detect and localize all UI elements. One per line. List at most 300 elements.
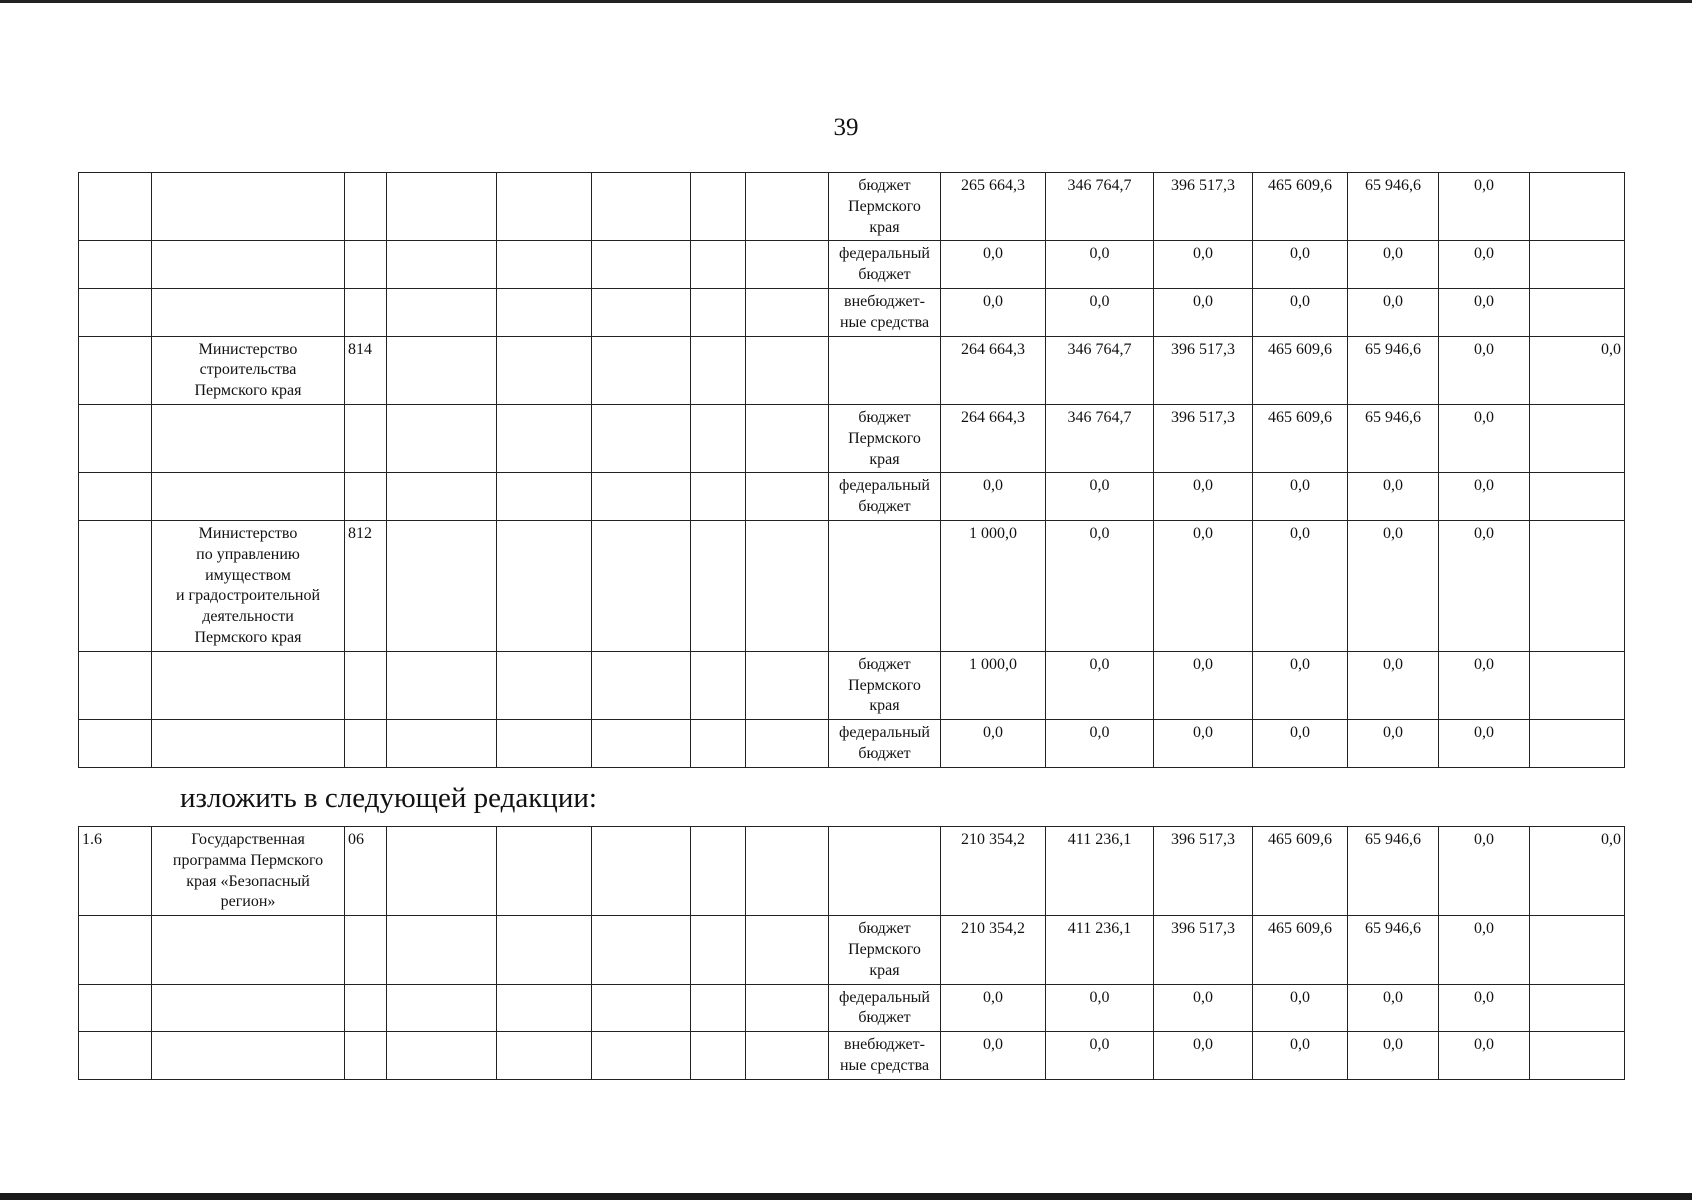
budget-table-old: [78, 172, 1625, 768]
amount-cell: [1348, 473, 1439, 521]
funding-source-cell: [829, 827, 941, 916]
amount-cell-text: 0,0: [1383, 292, 1403, 310]
code-cell: [345, 336, 387, 404]
empty-cell-2: [497, 651, 592, 719]
empty-cell-4: [691, 241, 746, 289]
amount-cell-text: 264 664,3: [961, 340, 1025, 358]
table-row: [79, 404, 1625, 472]
code-cell: [345, 651, 387, 719]
amount-cell-last: [1530, 720, 1625, 768]
amount-cell-text: 396 517,3: [1171, 831, 1235, 848]
code-cell: [345, 916, 387, 984]
table-row: [79, 473, 1625, 521]
executor-name-cell-text: Министерство по управлению имуществом и градостроительной деятельности Пермского края: [175, 524, 321, 646]
amount-cell-text: 0,0: [1474, 1036, 1494, 1054]
amount-cell: [1348, 173, 1439, 241]
item-number-cell: [79, 241, 152, 289]
amount-cell: [1154, 827, 1253, 916]
amount-cell-last: [1530, 288, 1625, 336]
amount-cell-text: 0,0: [1089, 245, 1110, 263]
empty-cell-2: [497, 336, 592, 404]
amount-cell-text: 0,0: [1089, 655, 1110, 673]
amount-cell: [941, 520, 1046, 651]
funding-source-cell-text: федеральный бюджет: [839, 245, 930, 284]
amount-cell: [941, 404, 1046, 472]
item-number-cell: [79, 984, 152, 1032]
empty-cell-3: [592, 916, 691, 984]
empty-cell-1: [387, 404, 497, 472]
amount-cell: [1154, 720, 1253, 768]
funding-source-cell-text: бюджет Пермского края: [848, 177, 921, 236]
amount-cell-text: 0,0: [1474, 524, 1494, 542]
amount-cell-text: 0,0: [983, 245, 1003, 263]
table-row: [79, 173, 1625, 241]
empty-cell-2: [497, 1032, 592, 1080]
executor-name-cell: [152, 241, 345, 289]
amount-cell-text: 396 517,3: [1171, 408, 1235, 426]
amount-cell-text: 0,0: [1089, 477, 1110, 495]
code-cell: [345, 1032, 387, 1080]
amount-cell: [1046, 288, 1154, 336]
amount-cell-text: 0,0: [1290, 1036, 1310, 1054]
amount-cell: [1253, 984, 1348, 1032]
empty-cell-4: [691, 651, 746, 719]
empty-cell-3: [592, 720, 691, 768]
amount-cell-text: 0,0: [1089, 724, 1110, 742]
amount-cell: [1253, 173, 1348, 241]
item-number-cell: [79, 404, 152, 472]
empty-cell-3: [592, 241, 691, 289]
amount-cell: [1253, 336, 1348, 404]
executor-name-cell: [152, 720, 345, 768]
amount-cell-text: 210 354,2: [961, 831, 1025, 848]
empty-cell-1: [387, 720, 497, 768]
amount-cell: [1154, 336, 1253, 404]
amount-cell-text: 0,0: [1474, 292, 1494, 310]
empty-cell-4: [691, 473, 746, 521]
amount-cell: [1154, 288, 1253, 336]
amount-cell: [1439, 1032, 1530, 1080]
amount-cell-text: 0,0: [1383, 245, 1403, 263]
amount-cell-last: [1530, 916, 1625, 984]
amount-cell-text: 465 609,6: [1268, 340, 1332, 358]
amount-cell-text: 0,0: [1383, 655, 1403, 673]
empty-cell-2: [497, 404, 592, 472]
amount-cell-text: 265 664,3: [961, 177, 1025, 194]
empty-cell-5: [746, 520, 829, 651]
amount-cell-text: 0,0: [1383, 724, 1403, 742]
code-cell: [345, 173, 387, 241]
amount-cell: [1348, 827, 1439, 916]
amount-cell-text: 0,0: [1474, 408, 1494, 426]
amount-cell-text: 0,0: [1383, 988, 1403, 1006]
empty-cell-4: [691, 720, 746, 768]
scan-edge-bottom: [0, 1193, 1692, 1200]
amount-cell: [1348, 520, 1439, 651]
empty-cell-1: [387, 288, 497, 336]
amendment-intro-text: изложить в следующей редакции:: [180, 782, 597, 814]
amount-cell-text: 0,0: [1089, 524, 1110, 542]
amount-cell-last-text: 0,0: [1601, 340, 1621, 358]
amount-cell: [1439, 404, 1530, 472]
amount-cell: [1439, 651, 1530, 719]
item-number-cell: [79, 520, 152, 651]
code-cell-text: 06: [348, 831, 364, 848]
amount-cell-text: 264 664,3: [961, 408, 1025, 426]
amount-cell-text: 65 946,6: [1365, 408, 1421, 426]
executor-name-cell-text: Министерство строительства Пермского края: [194, 340, 302, 400]
amount-cell-text: 0,0: [1474, 988, 1494, 1006]
amount-cell: [1348, 336, 1439, 404]
empty-cell-1: [387, 651, 497, 719]
empty-cell-3: [592, 173, 691, 241]
funding-source-cell: [829, 1032, 941, 1080]
amount-cell: [1046, 984, 1154, 1032]
amount-cell: [1046, 651, 1154, 719]
amount-cell: [1439, 173, 1530, 241]
empty-cell-5: [746, 984, 829, 1032]
empty-cell-5: [746, 827, 829, 916]
amount-cell-text: 0,0: [1474, 477, 1494, 495]
funding-source-cell: [829, 473, 941, 521]
amount-cell: [1046, 520, 1154, 651]
amount-cell-text: 0,0: [1290, 292, 1310, 310]
executor-name-cell: [152, 173, 345, 241]
amount-cell: [1348, 720, 1439, 768]
executor-name-cell: [152, 473, 345, 521]
amount-cell-text: 465 609,6: [1268, 920, 1332, 938]
amount-cell: [941, 288, 1046, 336]
amount-cell: [1439, 288, 1530, 336]
table-row: [79, 984, 1625, 1032]
amount-cell: [1439, 336, 1530, 404]
funding-source-cell: [829, 288, 941, 336]
funding-source-cell: [829, 241, 941, 289]
funding-source-cell: [829, 916, 941, 984]
amount-cell-text: 0,0: [1290, 477, 1310, 495]
amount-cell: [1348, 984, 1439, 1032]
executor-name-cell: [152, 520, 345, 651]
amount-cell-last: [1530, 336, 1625, 404]
funding-source-cell-text: бюджет Пермского края: [848, 408, 921, 468]
funding-source-cell: [829, 651, 941, 719]
empty-cell-1: [387, 336, 497, 404]
amount-cell: [1348, 404, 1439, 472]
scan-edge-top: [0, 0, 1692, 3]
amount-cell: [1253, 651, 1348, 719]
amount-cell: [1253, 404, 1348, 472]
amount-cell: [1348, 288, 1439, 336]
code-cell: [345, 520, 387, 651]
empty-cell-1: [387, 916, 497, 984]
empty-cell-3: [592, 984, 691, 1032]
amount-cell: [1046, 173, 1154, 241]
funding-source-cell: [829, 173, 941, 241]
amount-cell: [1046, 473, 1154, 521]
amount-cell: [1253, 916, 1348, 984]
amount-cell-last: [1530, 1032, 1625, 1080]
amount-cell-text: 0,0: [1290, 524, 1310, 542]
amount-cell: [941, 720, 1046, 768]
executor-name-cell: [152, 288, 345, 336]
amount-cell-text: 0,0: [1089, 988, 1110, 1006]
empty-cell-5: [746, 288, 829, 336]
amount-cell: [1154, 473, 1253, 521]
funding-source-cell-text: федеральный бюджет: [839, 477, 930, 516]
amount-cell-text: 0,0: [1474, 724, 1494, 742]
amount-cell: [941, 1032, 1046, 1080]
item-number-cell: [79, 173, 152, 241]
amount-cell: [1154, 916, 1253, 984]
amount-cell-text: 0,0: [1193, 245, 1213, 263]
amount-cell-text: 0,0: [983, 724, 1003, 742]
amount-cell-last: [1530, 651, 1625, 719]
empty-cell-2: [497, 827, 592, 916]
amount-cell: [941, 984, 1046, 1032]
table-row: [79, 1032, 1625, 1080]
funding-source-cell: [829, 404, 941, 472]
amount-cell: [1046, 720, 1154, 768]
amount-cell-text: 0,0: [1290, 988, 1310, 1006]
amount-cell-text: 411 236,1: [1067, 831, 1132, 848]
amount-cell-text: 0,0: [1193, 524, 1213, 542]
empty-cell-1: [387, 520, 497, 651]
empty-cell-2: [497, 916, 592, 984]
table-row: [79, 651, 1625, 719]
amount-cell: [941, 473, 1046, 521]
amount-cell-text: 396 517,3: [1171, 177, 1235, 194]
funding-source-cell: [829, 720, 941, 768]
amount-cell-text: 0,0: [1383, 524, 1403, 542]
empty-cell-3: [592, 473, 691, 521]
item-number-cell: [79, 827, 152, 916]
empty-cell-2: [497, 720, 592, 768]
amount-cell-text: 0,0: [1474, 831, 1494, 848]
amount-cell: [1439, 473, 1530, 521]
empty-cell-3: [592, 288, 691, 336]
amount-cell-text: 0,0: [1474, 177, 1494, 194]
amount-cell-text: 465 609,6: [1268, 177, 1332, 194]
executor-name-cell: [152, 916, 345, 984]
amount-cell-text: 465 609,6: [1268, 408, 1332, 426]
amount-cell-text: 1 000,0: [969, 524, 1017, 542]
amount-cell-text: 210 354,2: [961, 920, 1025, 938]
amount-cell-text: 0,0: [983, 292, 1003, 310]
amount-cell-text: 1 000,0: [969, 655, 1017, 673]
table-row: [79, 288, 1625, 336]
empty-cell-5: [746, 173, 829, 241]
table-row: [79, 336, 1625, 404]
empty-cell-4: [691, 173, 746, 241]
empty-cell-3: [592, 336, 691, 404]
empty-cell-4: [691, 1032, 746, 1080]
empty-cell-2: [497, 241, 592, 289]
amount-cell-text: 346 764,7: [1067, 408, 1132, 426]
amount-cell: [1348, 241, 1439, 289]
empty-cell-1: [387, 827, 497, 916]
amount-cell-text: 465 609,6: [1268, 831, 1332, 848]
funding-source-cell-text: внебюджет- ные средства: [839, 1036, 930, 1074]
amount-cell-text: 0,0: [983, 1036, 1003, 1054]
amount-cell: [1046, 916, 1154, 984]
empty-cell-3: [592, 651, 691, 719]
empty-cell-4: [691, 336, 746, 404]
amount-cell: [1348, 651, 1439, 719]
executor-name-cell: [152, 1032, 345, 1080]
budget-table-new: [78, 826, 1625, 1080]
amount-cell-text: 411 236,1: [1067, 920, 1132, 938]
amount-cell-text: 0,0: [1193, 724, 1213, 742]
empty-cell-1: [387, 473, 497, 521]
amount-cell-last: [1530, 173, 1625, 241]
amount-cell: [1439, 241, 1530, 289]
empty-cell-4: [691, 984, 746, 1032]
item-number-cell: [79, 336, 152, 404]
empty-cell-4: [691, 520, 746, 651]
amount-cell-text: 65 946,6: [1365, 340, 1421, 358]
empty-cell-5: [746, 473, 829, 521]
table-row: [79, 720, 1625, 768]
amount-cell: [1253, 1032, 1348, 1080]
amount-cell: [1253, 473, 1348, 521]
table-row: [79, 241, 1625, 289]
amount-cell: [1046, 1032, 1154, 1080]
amount-cell-text: 0,0: [1383, 1036, 1403, 1054]
amount-cell-text: 0,0: [1290, 655, 1310, 673]
code-cell: [345, 720, 387, 768]
amount-cell-last: [1530, 404, 1625, 472]
amount-cell-text: 0,0: [1383, 477, 1403, 495]
funding-source-cell-text: бюджет Пермского края: [848, 920, 921, 979]
amount-cell-text: 0,0: [1193, 292, 1213, 310]
amount-cell-text: 0,0: [1290, 724, 1310, 742]
amount-cell-text: 0,0: [983, 477, 1003, 495]
empty-cell-1: [387, 1032, 497, 1080]
empty-cell-5: [746, 1032, 829, 1080]
amount-cell-text: 0,0: [983, 988, 1003, 1006]
empty-cell-1: [387, 984, 497, 1032]
amount-cell: [1439, 827, 1530, 916]
empty-cell-1: [387, 173, 497, 241]
amount-cell: [1046, 827, 1154, 916]
amount-cell: [941, 173, 1046, 241]
amount-cell-text: 0,0: [1474, 340, 1494, 358]
empty-cell-5: [746, 720, 829, 768]
empty-cell-5: [746, 241, 829, 289]
amount-cell: [1253, 288, 1348, 336]
funding-source-cell-text: федеральный бюджет: [839, 988, 930, 1027]
code-cell: [345, 404, 387, 472]
empty-cell-4: [691, 827, 746, 916]
page-number: 39: [833, 114, 859, 141]
amount-cell: [1439, 984, 1530, 1032]
empty-cell-2: [497, 173, 592, 241]
amount-cell: [1154, 1032, 1253, 1080]
executor-name-cell: [152, 651, 345, 719]
table-row: [79, 916, 1625, 984]
empty-cell-5: [746, 916, 829, 984]
empty-cell-3: [592, 827, 691, 916]
amount-cell-last: [1530, 473, 1625, 521]
empty-cell-3: [592, 520, 691, 651]
amount-cell: [1253, 520, 1348, 651]
code-cell: [345, 241, 387, 289]
amount-cell: [1046, 241, 1154, 289]
amount-cell: [1154, 241, 1253, 289]
amount-cell: [1154, 520, 1253, 651]
empty-cell-5: [746, 651, 829, 719]
empty-cell-4: [691, 916, 746, 984]
empty-cell-2: [497, 984, 592, 1032]
code-cell-text: 812: [348, 524, 372, 542]
empty-cell-2: [497, 520, 592, 651]
amount-cell-text: 65 946,6: [1365, 177, 1421, 194]
funding-source-cell-text: внебюджет- ные средства: [839, 292, 930, 331]
empty-cell-5: [746, 336, 829, 404]
empty-cell-1: [387, 241, 497, 289]
amount-cell: [941, 651, 1046, 719]
amount-cell-text: 0,0: [1193, 1036, 1213, 1054]
amount-cell: [1154, 404, 1253, 472]
amount-cell: [1253, 241, 1348, 289]
code-cell: [345, 827, 387, 916]
amount-cell-last: [1530, 984, 1625, 1032]
item-number-cell: [79, 473, 152, 521]
amount-cell-text: 0,0: [1089, 1036, 1110, 1054]
amount-cell: [1253, 720, 1348, 768]
code-cell-text: 814: [348, 340, 372, 358]
item-number-cell: [79, 916, 152, 984]
item-number-cell-text: 1.6: [82, 831, 102, 848]
amount-cell: [1154, 984, 1253, 1032]
amount-cell-text: 0,0: [1290, 245, 1310, 263]
executor-name-cell-text: Государственная программа Пермского края «Безопасный регион»: [172, 831, 324, 911]
executor-name-cell: [152, 827, 345, 916]
amount-cell: [941, 241, 1046, 289]
empty-cell-3: [592, 1032, 691, 1080]
amount-cell-text: 0,0: [1193, 655, 1213, 673]
funding-source-cell: [829, 520, 941, 651]
table-row: [79, 520, 1625, 651]
executor-name-cell: [152, 404, 345, 472]
amount-cell-text: 396 517,3: [1171, 920, 1235, 938]
amount-cell: [1253, 827, 1348, 916]
funding-source-cell: [829, 336, 941, 404]
amount-cell-last: [1530, 520, 1625, 651]
empty-cell-5: [746, 404, 829, 472]
item-number-cell: [79, 288, 152, 336]
amount-cell: [1439, 520, 1530, 651]
amount-cell: [941, 916, 1046, 984]
funding-source-cell: [829, 984, 941, 1032]
code-cell: [345, 984, 387, 1032]
amount-cell: [941, 827, 1046, 916]
amount-cell: [1348, 1032, 1439, 1080]
executor-name-cell: [152, 984, 345, 1032]
empty-cell-3: [592, 404, 691, 472]
amount-cell-text: 396 517,3: [1171, 340, 1235, 358]
amount-cell-text: 65 946,6: [1365, 920, 1421, 938]
item-number-cell: [79, 651, 152, 719]
amount-cell-text: 0,0: [1474, 245, 1494, 263]
amount-cell-text: 0,0: [1193, 988, 1213, 1006]
amount-cell: [1154, 651, 1253, 719]
amount-cell: [1046, 404, 1154, 472]
amount-cell: [1154, 173, 1253, 241]
amount-cell-text: 346 764,7: [1067, 340, 1132, 358]
amount-cell: [1348, 916, 1439, 984]
amount-cell: [1046, 336, 1154, 404]
